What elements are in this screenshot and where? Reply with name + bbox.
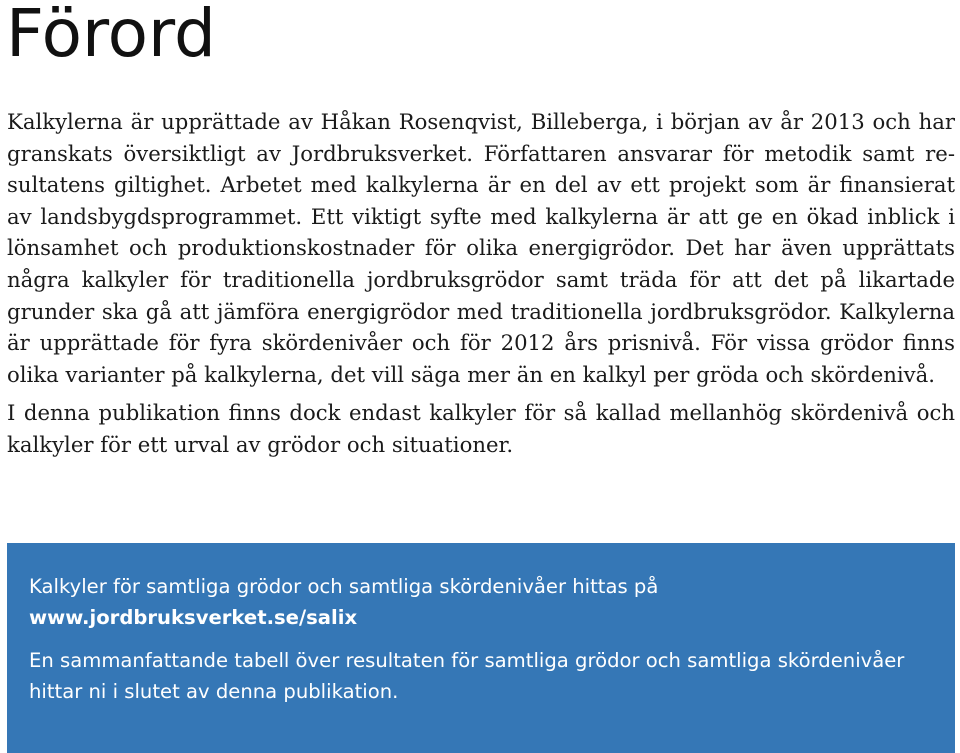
info-box-line-1: Kalkyler för samtliga grödor och samtliga skördenivåer hittas på <box>29 575 659 598</box>
info-box-availability <box>29 571 933 633</box>
salix-link[interactable]: www.jordbruksverket.se/salix <box>29 606 358 629</box>
info-box-summary-note: En sammanfattande tabell över resultaten för samtliga grödor och samtliga skördenivåer hittar ni i slutet av denna publikation. <box>29 649 905 703</box>
body-text <box>7 106 955 461</box>
info-box <box>7 543 955 753</box>
paragraph-selection-note: I denna publikation finns dock endast kalkyler för så kallad mellanhög skördenivå och kalkyler för ett urval av grödor och situationer. <box>7 400 955 457</box>
paragraph-intro: Kalkylerna är upprättade av Håkan Rosenqvist, Billeberga, i början av år 2013 och har granskats översiktligt av Jordbruksverket. Författaren ansvarar för metodik samt resultatens giltighet. Arbetet med kalkylerna är en del av ett projekt som är finansierat av landsbygdsprogrammet. Ett viktigt syfte med kalkylerna är att ge en ökad inblick i lönsamhet och produktionskostnader för olika energigrödor. Det har även upprättats några kalkyler för traditionella jordbruksgrödor samt träda för att det på likartade grunder ska gå att jämföra energigrödor med traditionella jordbruksgrödor. Kalkylerna är upprättade för fyra skördenivåer och för 2012 års prisnivå. För vissa grödor finns olika varianter på kalkylerna, det vill säga mer än en kalkyl per gröda och skördenivå. <box>7 109 955 387</box>
page-title: Förord <box>6 0 216 72</box>
